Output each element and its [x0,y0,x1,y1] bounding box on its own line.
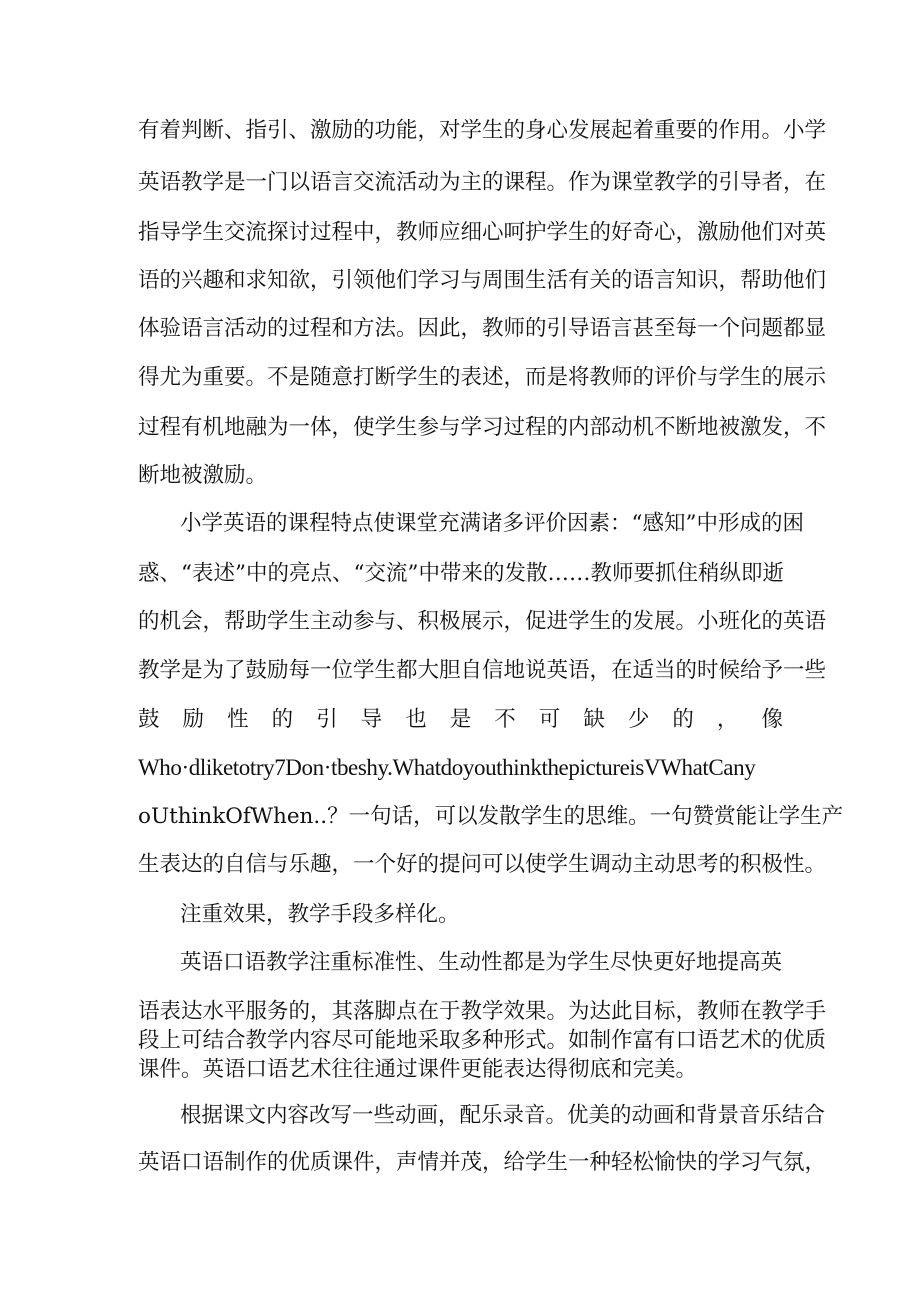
paragraph-line: 语的兴趣和求知欲，引领他们学习与周围生活有关的语言知识，帮助他们 [138,268,827,293]
paragraph-line: 英语口语制作的优质课件，声情并茂，给学生一种轻松愉快的学习气氛， [138,1150,827,1175]
paragraph-line: 断地被激励。 [138,463,268,488]
paragraph-line: oUthinkOfWhen..？一句话，可以发散学生的思维。一句赞赏能让学生产 [138,804,844,829]
paragraph-line: 英语口语教学注重标准性、生动性都是为学生尽快更好地提高英 [180,950,783,975]
spaced-character: 也 [405,707,427,732]
spaced-character: 缺 [583,707,605,732]
paragraph-line: 生表达的自信与乐趣，一个好的提问可以使学生调动主动思考的积极性。 [138,852,827,877]
spaced-character: ， [716,707,739,732]
paragraph-line: 语表达水平服务的，其落脚点在于教学效果。为达此目标，教师在教学手 [138,999,827,1024]
paragraph-line: 根据课文内容改写一些动画，配乐录音。优美的动画和背景音乐结合 [180,1103,826,1128]
spaced-character: 性 [227,707,249,732]
paragraph-line: 得尤为重要。不是随意打断学生的表述，而是将教师的评价与学生的展示 [138,365,827,390]
spaced-character: 是 [449,707,472,732]
spaced-character: 鼓 [138,707,160,732]
paragraph-line: 体验语言活动的过程和方法。因此，教师的引导语言甚至每一个问题都显 [138,316,827,341]
paragraph-line: 课件。英语口语艺术往往通过课件更能表达得彻底和完美。 [138,1057,698,1082]
spaced-character: 像 [761,707,783,732]
spaced-character: 不 [494,707,516,732]
paragraph-line: 段上可结合教学内容尽可能地采取多种形式。如制作富有口语艺术的优质 [138,1028,827,1053]
paragraph-line: 小学英语的课程特点使课堂充满诸多评价因素：“感知”中形成的困 [180,511,804,536]
paragraph-line: 过程有机地融为一体，使学生参与学习过程的内部动机不断地被激发，不 [138,415,827,440]
paragraph-line: 的机会，帮助学生主动参与、积极展示，促进学生的发展。小班化的英语 [138,609,827,634]
paragraph-line: 指导学生交流探讨过程中，教师应细心呵护学生的好奇心，激励他们对英 [138,220,827,245]
spaced-character: 导 [360,707,383,732]
paragraph-line: 有着判断、指引、激励的功能，对学生的身心发展起着重要的作用。小学 [138,118,827,143]
spaced-character: 的 [271,707,294,732]
paragraph-line: 教学是为了鼓励每一位学生都大胆自信地说英语，在适当的时候给予一些 [138,658,827,683]
spaced-paragraph-line [138,705,783,735]
english-example-line: Who·dliketotry7Don·tbeshy.WhatdoyouthinkthepictureisVWhatCany [138,755,756,780]
spaced-character: 引 [316,707,338,732]
spaced-character: 励 [182,707,205,732]
spaced-character: 少 [627,707,650,732]
spaced-character: 可 [538,707,561,732]
paragraph-line: 惑、“表述”中的亮点、“交流”中带来的发散……教师要抓住稍纵即逝 [138,561,784,586]
section-heading-line: 注重效果，教学手段多样化。 [180,902,460,927]
spaced-character: 的 [672,707,694,732]
paragraph-line: 英语教学是一门以语言交流活动为主的课程。作为课堂教学的引导者，在 [138,170,827,195]
